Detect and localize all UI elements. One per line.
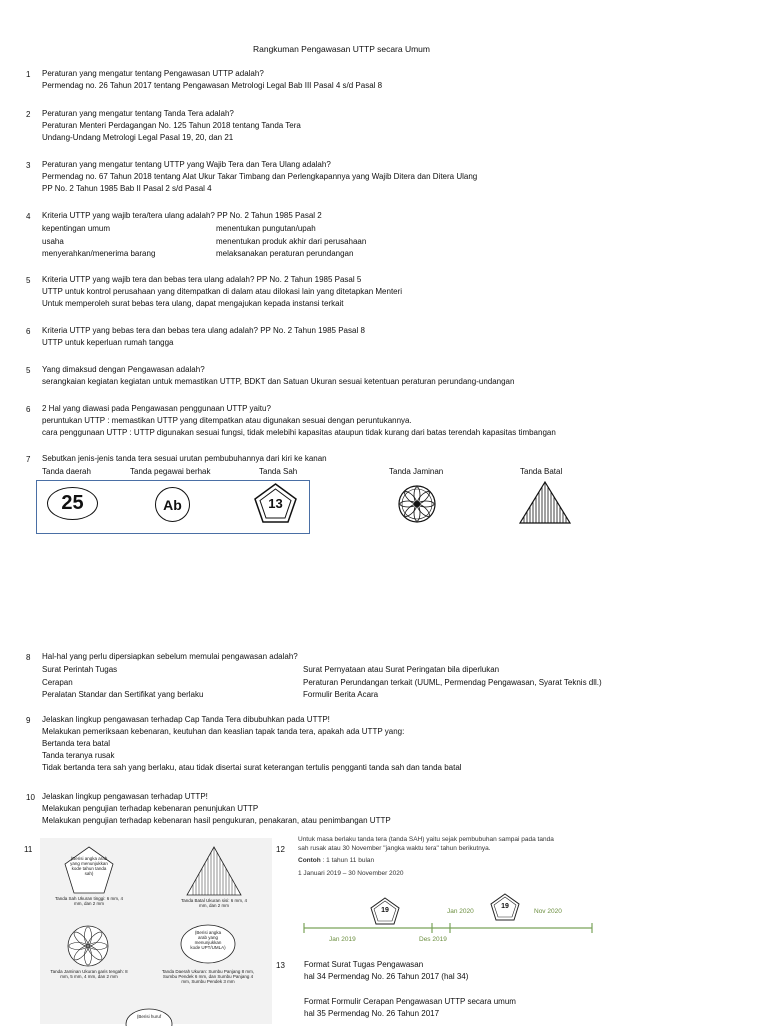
list-item: Formulir Berita Acara	[303, 690, 379, 699]
label-tanda-sah: Tanda Sah	[259, 467, 298, 476]
masa-berlaku-desc: Untuk masa berlaku tanda tera (tanda SAH) yaitu sejak pembubuhan sampai pada tanda	[298, 836, 554, 843]
tick-label: Jan 2020	[447, 908, 474, 915]
answer-text: cara penggunaan UTTP : UTTP digunakan sesuai fungsi, tidak melebihi kapasitas ataupun tidak kurang dari batas terendah kapasitas timbangan	[42, 428, 556, 437]
answer-text: Tidak bertanda tera sah yang berlaku, atau tidak disertai surat keterangan tertulis pengganti tanda sah dan tanda batal	[42, 763, 462, 772]
list-item: menyerahkan/menerima barang	[42, 249, 156, 258]
question-number: 10	[26, 793, 35, 802]
question-text: Yang dimaksud dengan Pengawasan adalah?	[42, 365, 205, 374]
question-1	[42, 68, 382, 92]
question-6b	[42, 403, 556, 439]
list-item: Peraturan Perundangan terkait (UUML, Permendag Pengawasan, Syarat Teknis dll.)	[303, 677, 602, 687]
answer-text: UTTP untuk kontrol perusahaan yang ditempatkan di dalam atau dilokasi lain yang ditetapkan Menteri	[42, 287, 403, 296]
answer-text: Undang-Undang Metrologi Legal Pasal 19, 20, dan 21	[42, 133, 234, 142]
answer-text: Format Formulir Cerapan Pengawasan UTTP secara umum	[304, 997, 516, 1006]
criteria-left-column	[42, 223, 155, 261]
criteria-right-column	[216, 223, 366, 261]
mark-value: 19	[381, 907, 389, 914]
question-2	[42, 108, 301, 144]
list-item: Surat Pernyataan atau Surat Peringatan bila diperlukan	[303, 665, 500, 674]
list-item: Surat Perintah Tugas	[42, 665, 118, 674]
masa-berlaku-desc: sah rusak atau 30 November "jangka waktu tera" tahun berikutnya.	[298, 845, 491, 852]
contoh-line	[298, 857, 374, 864]
question-text: Peraturan yang mengatur tentang Tanda Tera adalah?	[42, 109, 234, 118]
question-number: 7	[26, 455, 31, 464]
question-text: Sebutkan jenis-jenis tanda tera sesuai urutan pembubuhannya dari kiri ke kanan	[42, 454, 327, 463]
mark-value: 19	[501, 903, 509, 910]
question-text: Jelaskan lingkup pengawasan terhadap Cap Tanda Tera dibubuhkan pada UTTP!	[42, 715, 330, 724]
tick-label: Des 2019	[419, 936, 447, 943]
question-text: Hal-hal yang perlu dipersiapkan sebelum memulai pengawasan adalah?	[42, 652, 298, 661]
answer-text: Tanda teranya rusak	[42, 751, 115, 760]
daerah-caption: Tanda Daerah Ukuran: Sumbu Panjang 8 mm, Sumbu Pendek 6 mm, dan Sumbu Panjang 4 mm, Sumbu Pendek 3 mm	[161, 969, 255, 984]
question-number: 4	[26, 212, 31, 221]
question-5a	[42, 274, 402, 310]
answer-text: Permendag no. 26 Tahun 2017 tentang Pengawasan Metrologi Legal Bab III Pasal 4 s/d Pasal 8	[42, 81, 383, 90]
question-text: Kriteria UTTP yang wajib tera dan bebas tera ulang adalah? PP No. 2 Tahun 1985 Pasal 5	[42, 275, 362, 284]
answer-text: UTTP untuk keperluan rumah tangga	[42, 338, 174, 347]
question-number: 5	[26, 276, 31, 285]
daerah-inner-text: (Berisi angka arab yang menunjukkan kode UPT/UMLA)	[190, 930, 226, 950]
question-number: 6	[26, 405, 31, 414]
question-8	[42, 651, 298, 663]
tanda-batal-icon	[518, 480, 572, 525]
tanda-jaminan-icon	[397, 484, 437, 524]
question-text: Peraturan yang mengatur tentang Pengawasan UTTP adalah?	[42, 69, 264, 78]
answer-text: hal 35 Permendag No. 26 Tahun 2017	[304, 1009, 440, 1018]
question-number: 6	[26, 327, 31, 336]
preparation-left-column	[42, 664, 203, 702]
pegawai-value: Ab	[163, 496, 182, 513]
extra-inner-text: (Berisi huruf	[136, 1014, 162, 1019]
list-item: Peralatan Standar dan Sertifikat yang berlaku	[42, 690, 204, 699]
label-tanda-daerah: Tanda daerah	[42, 467, 91, 476]
question-number: 13	[276, 961, 285, 970]
answer-text: PP No. 2 Tahun 1985 Bab II Pasal 2 s/d Pasal 4	[42, 184, 212, 193]
contoh-value: : 1 tahun 11 bulan	[320, 857, 375, 864]
question-number: 12	[276, 845, 285, 854]
label-tanda-batal: Tanda Batal	[520, 467, 563, 476]
list-item: kepentingan umum	[42, 224, 111, 233]
date-range: 1 Januari 2019 – 30 November 2020	[298, 870, 404, 877]
answer-text: serangkaian kegiatan kegiatan untuk memastikan UTTP, BDKT dan Satuan Ukuran sesuai ketentuan peraturan perundang-undangan	[42, 377, 515, 386]
question-text: Kriteria UTTP yang wajib tera/tera ulang adalah? PP No. 2 Tahun 1985 Pasal 2	[42, 211, 322, 220]
sah-inner-text: (Berisi angka arab yang menunjukkan kode tahun tanda sah)	[70, 856, 108, 876]
answer-text: Untuk memperoleh surat bebas tera ulang, dapat mengajukan kepada instansi terkait	[42, 299, 344, 308]
question-text: Kriteria UTTP yang bebas tera dan bebas tera ulang adalah? PP No. 2 Tahun 1985 Pasal 8	[42, 326, 365, 335]
answer-text: hal 34 Permendag No. 26 Tahun 2017 (hal 34)	[304, 972, 469, 981]
answer-text: Permendag no. 67 Tahun 2018 tentang Alat Ukur Takar Timbang dan Perlengkapannya yang Wajib Ditera dan Ditera Ulang	[42, 172, 478, 181]
answer-text: Format Surat Tugas Pengawasan	[304, 960, 424, 969]
tanda-pegawai-icon	[155, 487, 190, 522]
question-number: 1	[26, 70, 31, 79]
tanda-daerah-icon	[47, 487, 98, 520]
question-number: 11	[24, 845, 33, 854]
question-4	[42, 210, 322, 222]
question-3	[42, 159, 477, 195]
batal-caption: Tanda Batal Ukuran sisi: 6 mm, 4 mm, dan 2 mm	[180, 898, 248, 908]
question-13b	[304, 996, 516, 1020]
jaminan-caption: Tanda Jaminan Ukuran garis tengah: 8 mm, 5 mm, 4 mm, dan 2 mm	[50, 969, 128, 979]
label-tanda-jaminan: Tanda Jaminan	[389, 467, 444, 476]
question-5b	[42, 364, 514, 388]
answer-text: Melakukan pemeriksaan kebenaran, keutuhan dan keaslian tapak tanda tera, apakah ada UTTP yang:	[42, 727, 405, 736]
question-number: 2	[26, 110, 31, 119]
tanda-jaminan-icon	[66, 924, 110, 968]
question-7	[42, 453, 327, 465]
answer-text: Melakukan pengujian terhadap kebenaran hasil pengukuran, penakaran, atau penimbangan UTTP	[42, 816, 391, 825]
question-text: 2 Hal yang diawasi pada Pengawasan penggunaan UTTP yaitu?	[42, 404, 271, 413]
list-item: menentukan produk akhir dari perusahaan	[216, 236, 367, 246]
question-text: Jelaskan lingkup pengawasan terhadap UTTP!	[42, 792, 208, 801]
page-title: Rangkuman Pengawasan UTTP secara Umum	[252, 44, 430, 54]
question-number: 9	[26, 716, 31, 725]
answer-text: Peraturan Menteri Perdagangan No. 125 Tahun 2018 tentang Tanda Tera	[42, 121, 301, 130]
question-6a	[42, 325, 365, 349]
contoh-label: Contoh	[298, 857, 321, 864]
question-text: Peraturan yang mengatur tentang UTTP yang Wajib Tera dan Tera Ulang adalah?	[42, 160, 331, 169]
list-item: usaha	[42, 236, 64, 246]
preparation-right-column	[303, 664, 602, 702]
daerah-value: 25	[61, 492, 84, 514]
label-tanda-pegawai: Tanda pegawai berhak	[130, 467, 211, 476]
question-number: 8	[26, 653, 31, 662]
question-13a	[304, 959, 468, 983]
tanda-batal-icon	[186, 846, 242, 896]
question-number: 5	[26, 366, 31, 375]
tick-label: Nov 2020	[534, 908, 562, 915]
question-number: 3	[26, 161, 31, 170]
tick-label: Jan 2019	[329, 936, 356, 943]
list-item: menentukan pungutan/upah	[216, 224, 316, 233]
list-item: Cerapan	[42, 677, 73, 687]
list-item: melaksanakan peraturan perundangan	[216, 249, 354, 258]
answer-text: peruntukan UTTP : memastikan UTTP yang ditempatkan atau digunakan sesuai dengan peruntukannya.	[42, 416, 412, 425]
question-10	[42, 791, 391, 827]
sah-value: 13	[268, 496, 283, 511]
answer-text: Bertanda tera batal	[42, 739, 111, 748]
answer-text: Melakukan pengujian terhadap kebenaran penunjukan UTTP	[42, 804, 259, 813]
sah-caption: Tanda Sah Ukuran tinggi: 6 mm, 4 mm, dan 2 mm	[54, 896, 124, 906]
tanda-tera-reference-image	[40, 838, 272, 1024]
question-9	[42, 714, 462, 774]
